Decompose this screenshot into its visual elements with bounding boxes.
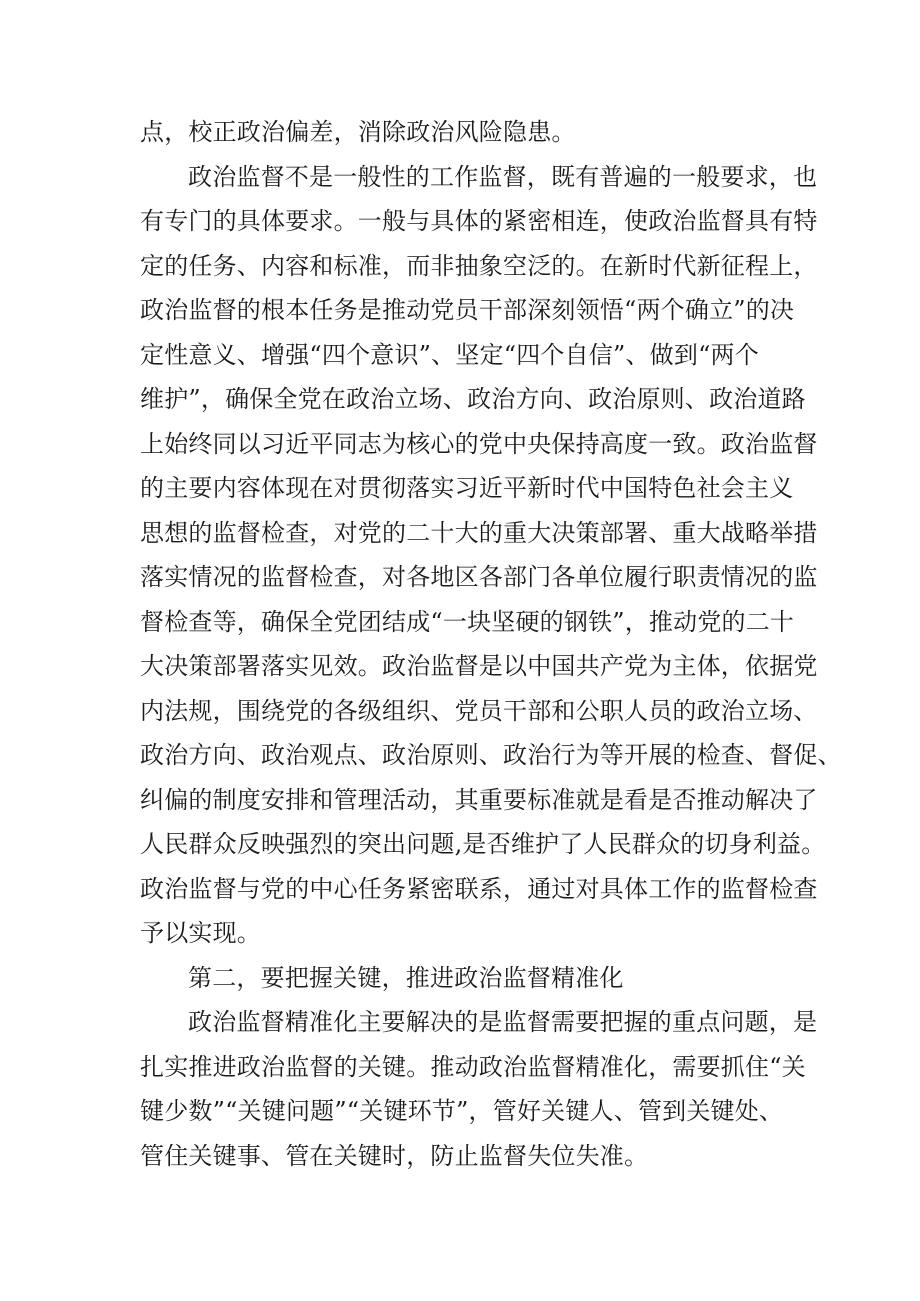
text-line: 点，校正政治偏差，消除政治风险隐患。 bbox=[140, 118, 576, 146]
text-line: 定性意义、增强“四个意识”、坚定“四个自信”、做到“两个 bbox=[140, 340, 759, 369]
text-line: 扎实推进政治监督的关键。推动政治监督精准化，需要抓住“关 bbox=[140, 1052, 806, 1081]
text-line: 上始终同以习近平同志为核心的党中央保持高度一致。政治监督 bbox=[140, 429, 818, 458]
text-line: 予以实现。 bbox=[140, 919, 261, 947]
text-line: 管住关键事、管在关键时，防止监督失位失准。 bbox=[140, 1141, 649, 1170]
paragraph-first-line: 政治监督精准化主要解决的是监督需要把握的重点问题，是 bbox=[188, 1008, 818, 1036]
text-line: 思想的监督检查，对党的二十大的重大决策部署、重大战略举措 bbox=[140, 518, 818, 547]
text-line: 大决策部署落实见效。政治监督是以中国共产党为主体，依据党 bbox=[140, 652, 818, 680]
text-line: 政治监督的根本任务是推动党员干部深刻领悟“两个确立”的决 bbox=[140, 296, 795, 324]
text-line: 落实情况的监督检查，对各地区各部门各单位履行职责情况的监 bbox=[140, 563, 818, 591]
text-line: 有专门的具体要求。一般与具体的紧密相连，使政治监督具有特 bbox=[140, 207, 818, 235]
text-line: 维护”，确保全党在政治立场、政治方向、政治原则、政治道路 bbox=[140, 385, 806, 413]
paragraph-first-line: 政治监督不是一般性的工作监督，既有普遍的一般要求，也 bbox=[188, 162, 818, 191]
text-line: 督检查等，确保全党团结成“一块坚硬的钢铁”，推动党的二十 bbox=[140, 607, 795, 636]
text-line: 纠偏的制度安排和管理活动，其重要标准就是看是否推动解决了 bbox=[140, 785, 818, 814]
text-line: 定的任务、内容和标准，而非抽象空泛的。在新时代新征程上， bbox=[140, 251, 818, 280]
text-line: 政治监督与党的中心任务紧密联系，通过对具体工作的监督检查 bbox=[140, 874, 818, 903]
document-body bbox=[140, 110, 842, 1178]
text-line: 政治方向、政治观点、政治原则、政治行为等开展的检查、督促、 bbox=[140, 741, 842, 769]
text-line: 人民群众反映强烈的突出问题,是否维护了人民群众的切身利益。 bbox=[140, 830, 826, 858]
text-line: 的主要内容体现在对贯彻落实习近平新时代中国特色社会主义 bbox=[140, 474, 794, 502]
section-heading: 第二，要把握关键，推进政治监督精准化 bbox=[188, 963, 624, 992]
text-line: 键少数”“关键问题”“关键环节”，管好关键人、管到关键处、 bbox=[140, 1097, 784, 1125]
text-line: 内法规，围绕党的各级组织、党员干部和公职人员的政治立场、 bbox=[140, 696, 818, 725]
